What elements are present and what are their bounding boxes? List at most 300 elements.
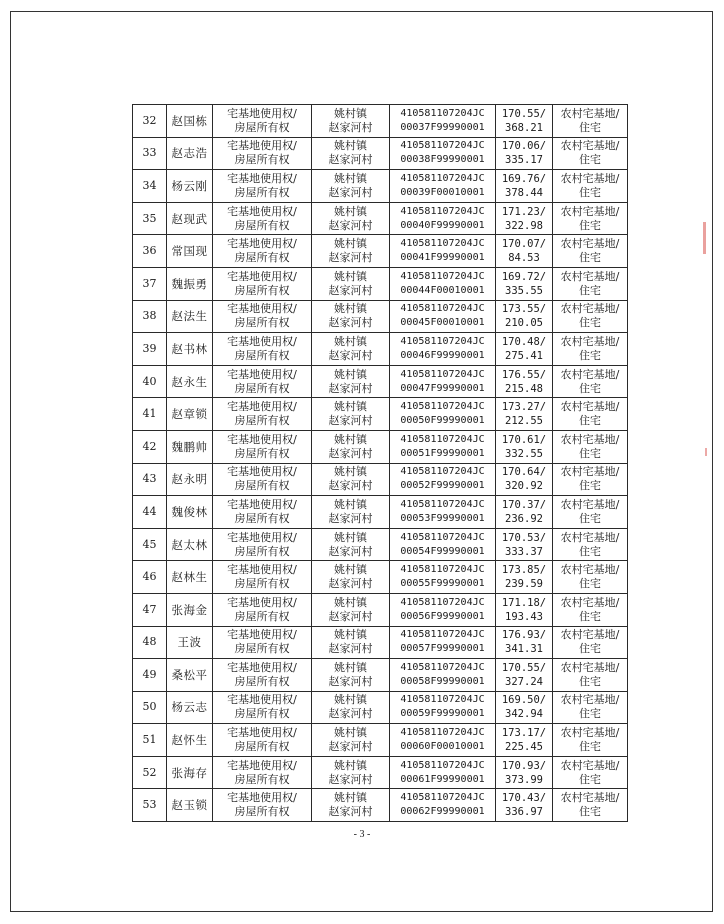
- row-number-cell: 36: [133, 235, 167, 268]
- location-cell: [312, 789, 390, 822]
- row-number-cell: 32: [133, 105, 167, 138]
- area-cell-line-1: 170.55/: [501, 661, 547, 674]
- location-cell: [312, 496, 390, 529]
- right-type-cell: [213, 724, 312, 757]
- right-type-cell: [213, 170, 312, 203]
- area-cell: [496, 691, 553, 724]
- row-number-cell: 34: [133, 170, 167, 203]
- row-number-cell: 51: [133, 724, 167, 757]
- land-use-cell-line-2: 住宅: [579, 185, 601, 199]
- land-use-cell-line-2: 住宅: [579, 772, 601, 786]
- right-type-cell: [213, 756, 312, 789]
- location-cell-line-2: 赵家河村: [328, 446, 373, 460]
- land-use-cell-line-1: 农村宅基地/: [560, 595, 620, 609]
- unit-code-cell-line-1: 410581107204JC: [400, 140, 485, 152]
- right-type-cell: [213, 659, 312, 692]
- area-cell-line-2: 335.17: [505, 154, 543, 167]
- area-cell-line-1: 171.18/: [501, 596, 547, 609]
- right-type-cell-line-1: 宅基地使用权/: [227, 563, 297, 577]
- right-type-cell-line-1: 宅基地使用权/: [227, 400, 297, 414]
- land-use-cell-line-1: 农村宅基地/: [560, 204, 620, 218]
- unit-code-cell-line-1: 410581107204JC: [400, 433, 485, 445]
- unit-code-cell-line-1: 410581107204JC: [400, 401, 485, 413]
- land-use-cell-line-2: 住宅: [579, 609, 601, 623]
- land-use-cell: [553, 430, 628, 463]
- location-cell-line-1: 姚村镇: [334, 400, 367, 414]
- right-type-cell-line-1: 宅基地使用权/: [227, 530, 297, 544]
- area-cell-line-1: 170.61/: [501, 433, 547, 446]
- owner-name-cell: 赵现武: [167, 202, 213, 235]
- unit-code-cell-line-2: 00053F99990001: [400, 512, 485, 524]
- land-use-cell-line-1: 农村宅基地/: [560, 139, 620, 153]
- right-type-cell: [213, 626, 312, 659]
- area-cell-line-2: 332.55: [505, 447, 543, 460]
- unit-code-cell: [390, 789, 496, 822]
- area-cell-line-2: 275.41: [505, 349, 543, 362]
- area-cell: [496, 365, 553, 398]
- location-cell-line-2: 赵家河村: [328, 577, 373, 591]
- table-row: [133, 756, 628, 789]
- land-use-cell-line-1: 农村宅基地/: [560, 628, 620, 642]
- right-type-cell-line-1: 宅基地使用权/: [227, 791, 297, 805]
- area-cell-line-2: 341.31: [505, 643, 543, 656]
- land-use-cell-line-2: 住宅: [579, 446, 601, 460]
- right-type-cell: [213, 528, 312, 561]
- right-type-cell-line-2: 房屋所有权: [234, 707, 290, 721]
- location-cell-line-2: 赵家河村: [328, 674, 373, 688]
- unit-code-cell-line-2: 00054F99990001: [400, 545, 485, 557]
- right-type-cell-line-1: 宅基地使用权/: [227, 269, 297, 283]
- row-number-cell: 49: [133, 659, 167, 692]
- land-use-cell: [553, 463, 628, 496]
- land-use-cell: [553, 496, 628, 529]
- right-type-cell-line-1: 宅基地使用权/: [227, 660, 297, 674]
- owner-name-cell: 赵章锁: [167, 398, 213, 431]
- location-cell: [312, 300, 390, 333]
- right-type-cell: [213, 691, 312, 724]
- right-type-cell-line-2: 房屋所有权: [234, 348, 290, 362]
- table-row: [133, 365, 628, 398]
- unit-code-cell-line-2: 00040F99990001: [400, 219, 485, 231]
- table-row: [133, 789, 628, 822]
- table-row: [133, 105, 628, 138]
- location-cell-line-1: 姚村镇: [334, 693, 367, 707]
- owner-name-cell: 杨云刚: [167, 170, 213, 203]
- location-cell-line-2: 赵家河村: [328, 381, 373, 395]
- table-row: [133, 398, 628, 431]
- row-number-cell: 47: [133, 593, 167, 626]
- unit-code-cell-line-1: 410581107204JC: [400, 531, 485, 543]
- unit-code-cell: [390, 528, 496, 561]
- area-cell-line-2: 333.37: [505, 545, 543, 558]
- right-type-cell: [213, 300, 312, 333]
- area-cell: [496, 724, 553, 757]
- area-cell: [496, 235, 553, 268]
- area-cell-line-1: 170.43/: [501, 792, 547, 805]
- area-cell-line-2: 215.48: [505, 382, 543, 395]
- owner-name-cell: 赵书林: [167, 333, 213, 366]
- area-cell-line-2: 327.24: [505, 675, 543, 688]
- location-cell-line-1: 姚村镇: [334, 758, 367, 772]
- unit-code-cell-line-1: 410581107204JC: [400, 694, 485, 706]
- owner-name-cell: 常国现: [167, 235, 213, 268]
- area-cell-line-2: 236.92: [505, 512, 543, 525]
- area-cell: [496, 593, 553, 626]
- unit-code-cell-line-1: 410581107204JC: [400, 368, 485, 380]
- right-type-cell-line-1: 宅基地使用权/: [227, 726, 297, 740]
- unit-code-cell: [390, 105, 496, 138]
- location-cell-line-1: 姚村镇: [334, 204, 367, 218]
- area-cell-line-1: 176.55/: [501, 368, 547, 381]
- right-type-cell-line-2: 房屋所有权: [234, 805, 290, 819]
- land-use-cell-line-2: 住宅: [579, 153, 601, 167]
- location-cell-line-2: 赵家河村: [328, 805, 373, 819]
- right-type-cell-line-2: 房屋所有权: [234, 381, 290, 395]
- land-use-cell-line-2: 住宅: [579, 707, 601, 721]
- unit-code-cell: [390, 170, 496, 203]
- unit-code-cell-line-2: 00047F99990001: [400, 382, 485, 394]
- unit-code-cell-line-2: 00046F99990001: [400, 349, 485, 361]
- area-cell: [496, 789, 553, 822]
- land-use-cell-line-2: 住宅: [579, 642, 601, 656]
- right-type-cell: [213, 789, 312, 822]
- right-type-cell-line-2: 房屋所有权: [234, 316, 290, 330]
- location-cell-line-1: 姚村镇: [334, 791, 367, 805]
- land-use-cell-line-1: 农村宅基地/: [560, 563, 620, 577]
- row-number-cell: 39: [133, 333, 167, 366]
- area-cell-line-1: 169.50/: [501, 694, 547, 707]
- right-type-cell-line-1: 宅基地使用权/: [227, 302, 297, 316]
- table-body: [133, 105, 628, 822]
- row-number-cell: 43: [133, 463, 167, 496]
- row-number-cell: 53: [133, 789, 167, 822]
- table-row: [133, 235, 628, 268]
- location-cell-line-1: 姚村镇: [334, 269, 367, 283]
- location-cell-line-1: 姚村镇: [334, 106, 367, 120]
- area-cell-line-1: 170.64/: [501, 466, 547, 479]
- unit-code-cell-line-1: 410581107204JC: [400, 727, 485, 739]
- right-type-cell-line-2: 房屋所有权: [234, 642, 290, 656]
- unit-code-cell: [390, 463, 496, 496]
- right-type-cell: [213, 365, 312, 398]
- land-use-cell: [553, 398, 628, 431]
- right-type-cell-line-1: 宅基地使用权/: [227, 237, 297, 251]
- area-cell-line-1: 170.53/: [501, 531, 547, 544]
- land-use-cell: [553, 659, 628, 692]
- unit-code-cell-line-1: 410581107204JC: [400, 238, 485, 250]
- owner-name-cell: 魏俊林: [167, 496, 213, 529]
- unit-code-cell-line-1: 410581107204JC: [400, 205, 485, 217]
- unit-code-cell-line-2: 00045F00010001: [400, 317, 485, 329]
- location-cell: [312, 267, 390, 300]
- land-use-cell-line-1: 农村宅基地/: [560, 497, 620, 511]
- owner-name-cell: 赵玉锁: [167, 789, 213, 822]
- area-cell: [496, 430, 553, 463]
- right-type-cell-line-2: 房屋所有权: [234, 740, 290, 754]
- right-type-cell-line-2: 房屋所有权: [234, 446, 290, 460]
- area-cell: [496, 528, 553, 561]
- owner-name-cell: 魏鹏帅: [167, 430, 213, 463]
- right-type-cell-line-1: 宅基地使用权/: [227, 171, 297, 185]
- area-cell-line-2: 193.43: [505, 610, 543, 623]
- unit-code-cell-line-2: 00037F99990001: [400, 121, 485, 133]
- table-row: [133, 691, 628, 724]
- land-use-cell-line-2: 住宅: [579, 511, 601, 525]
- owner-name-cell: 桑松平: [167, 659, 213, 692]
- location-cell-line-2: 赵家河村: [328, 251, 373, 265]
- area-cell-line-2: 373.99: [505, 773, 543, 786]
- unit-code-cell-line-2: 00061F99990001: [400, 773, 485, 785]
- location-cell-line-2: 赵家河村: [328, 642, 373, 656]
- location-cell: [312, 756, 390, 789]
- unit-code-cell: [390, 593, 496, 626]
- table-row: [133, 496, 628, 529]
- land-use-cell-line-1: 农村宅基地/: [560, 237, 620, 251]
- row-number-cell: 42: [133, 430, 167, 463]
- table-row: [133, 300, 628, 333]
- right-type-cell-line-1: 宅基地使用权/: [227, 139, 297, 153]
- area-cell-line-1: 169.76/: [501, 172, 547, 185]
- area-cell: [496, 333, 553, 366]
- row-number-cell: 46: [133, 561, 167, 594]
- row-number-cell: 33: [133, 137, 167, 170]
- unit-code-cell-line-1: 410581107204JC: [400, 335, 485, 347]
- location-cell-line-1: 姚村镇: [334, 563, 367, 577]
- land-use-cell-line-2: 住宅: [579, 348, 601, 362]
- location-cell-line-2: 赵家河村: [328, 772, 373, 786]
- unit-code-cell-line-2: 00041F99990001: [400, 252, 485, 264]
- land-use-cell-line-2: 住宅: [579, 577, 601, 591]
- land-use-cell-line-1: 农村宅基地/: [560, 171, 620, 185]
- table-row: [133, 626, 628, 659]
- area-cell: [496, 398, 553, 431]
- table-row: [133, 170, 628, 203]
- area-cell-line-2: 210.05: [505, 317, 543, 330]
- owner-name-cell: 张海金: [167, 593, 213, 626]
- location-cell-line-2: 赵家河村: [328, 185, 373, 199]
- land-use-cell-line-1: 农村宅基地/: [560, 269, 620, 283]
- land-use-cell: [553, 789, 628, 822]
- right-type-cell-line-2: 房屋所有权: [234, 772, 290, 786]
- right-type-cell-line-1: 宅基地使用权/: [227, 367, 297, 381]
- area-cell-line-1: 173.17/: [501, 727, 547, 740]
- area-cell-line-2: 322.98: [505, 219, 543, 232]
- land-use-cell: [553, 105, 628, 138]
- right-type-cell: [213, 398, 312, 431]
- area-cell: [496, 170, 553, 203]
- location-cell: [312, 365, 390, 398]
- area-cell-line-1: 170.48/: [501, 335, 547, 348]
- land-use-cell: [553, 561, 628, 594]
- location-cell-line-2: 赵家河村: [328, 414, 373, 428]
- location-cell-line-1: 姚村镇: [334, 497, 367, 511]
- row-number-cell: 48: [133, 626, 167, 659]
- area-cell-line-2: 239.59: [505, 578, 543, 591]
- land-use-cell: [553, 300, 628, 333]
- unit-code-cell-line-1: 410581107204JC: [400, 629, 485, 641]
- location-cell: [312, 430, 390, 463]
- right-type-cell-line-2: 房屋所有权: [234, 283, 290, 297]
- unit-code-cell: [390, 235, 496, 268]
- right-type-cell-line-2: 房屋所有权: [234, 414, 290, 428]
- unit-code-cell-line-2: 00058F99990001: [400, 675, 485, 687]
- location-cell-line-1: 姚村镇: [334, 139, 367, 153]
- land-use-cell-line-2: 住宅: [579, 316, 601, 330]
- right-type-cell: [213, 267, 312, 300]
- right-type-cell: [213, 430, 312, 463]
- area-cell-line-1: 171.23/: [501, 205, 547, 218]
- area-cell: [496, 202, 553, 235]
- owner-name-cell: 杨云志: [167, 691, 213, 724]
- unit-code-cell-line-2: 00052F99990001: [400, 480, 485, 492]
- location-cell: [312, 137, 390, 170]
- land-use-cell: [553, 593, 628, 626]
- land-use-cell-line-1: 农村宅基地/: [560, 530, 620, 544]
- land-use-cell-line-2: 住宅: [579, 740, 601, 754]
- land-use-cell-line-2: 住宅: [579, 283, 601, 297]
- unit-code-cell: [390, 659, 496, 692]
- land-use-cell-line-1: 农村宅基地/: [560, 367, 620, 381]
- unit-code-cell: [390, 756, 496, 789]
- owner-name-cell: 赵志浩: [167, 137, 213, 170]
- right-type-cell-line-1: 宅基地使用权/: [227, 204, 297, 218]
- area-cell-line-1: 170.93/: [501, 759, 547, 772]
- land-use-cell: [553, 202, 628, 235]
- owner-name-cell: 赵太林: [167, 528, 213, 561]
- right-type-cell: [213, 333, 312, 366]
- location-cell: [312, 528, 390, 561]
- location-cell-line-1: 姚村镇: [334, 530, 367, 544]
- row-number-cell: 50: [133, 691, 167, 724]
- table-row: [133, 333, 628, 366]
- right-type-cell-line-1: 宅基地使用权/: [227, 106, 297, 120]
- right-type-cell-line-2: 房屋所有权: [234, 544, 290, 558]
- location-cell-line-2: 赵家河村: [328, 120, 373, 134]
- location-cell: [312, 235, 390, 268]
- location-cell-line-1: 姚村镇: [334, 302, 367, 316]
- location-cell: [312, 202, 390, 235]
- row-number-cell: 37: [133, 267, 167, 300]
- location-cell-line-2: 赵家河村: [328, 348, 373, 362]
- land-use-cell: [553, 528, 628, 561]
- location-cell-line-2: 赵家河村: [328, 153, 373, 167]
- table-row: [133, 267, 628, 300]
- owner-name-cell: 王波: [167, 626, 213, 659]
- land-use-cell-line-2: 住宅: [579, 674, 601, 688]
- page-number: - 3 -: [353, 829, 371, 840]
- right-type-cell-line-1: 宅基地使用权/: [227, 628, 297, 642]
- unit-code-cell-line-1: 410581107204JC: [400, 498, 485, 510]
- unit-code-cell-line-1: 410581107204JC: [400, 172, 485, 184]
- location-cell-line-2: 赵家河村: [328, 283, 373, 297]
- table-row: [133, 593, 628, 626]
- area-cell-line-1: 170.37/: [501, 498, 547, 511]
- area-cell-line-2: 335.55: [505, 284, 543, 297]
- area-cell-line-2: 342.94: [505, 708, 543, 721]
- row-number-cell: 44: [133, 496, 167, 529]
- land-use-cell: [553, 756, 628, 789]
- location-cell-line-1: 姚村镇: [334, 726, 367, 740]
- registry-table-wrap: [132, 104, 627, 822]
- right-type-cell: [213, 202, 312, 235]
- owner-name-cell: 赵永生: [167, 365, 213, 398]
- area-cell-line-1: 173.55/: [501, 303, 547, 316]
- area-cell-line-2: 378.44: [505, 186, 543, 199]
- unit-code-cell: [390, 333, 496, 366]
- owner-name-cell: 赵永明: [167, 463, 213, 496]
- location-cell: [312, 659, 390, 692]
- right-type-cell: [213, 105, 312, 138]
- unit-code-cell-line-1: 410581107204JC: [400, 564, 485, 576]
- unit-code-cell-line-2: 00039F00010001: [400, 186, 485, 198]
- area-cell: [496, 267, 553, 300]
- area-cell: [496, 137, 553, 170]
- area-cell-line-2: 212.55: [505, 415, 543, 428]
- area-cell: [496, 561, 553, 594]
- location-cell-line-2: 赵家河村: [328, 511, 373, 525]
- location-cell-line-2: 赵家河村: [328, 609, 373, 623]
- unit-code-cell: [390, 496, 496, 529]
- area-cell-line-1: 170.07/: [501, 238, 547, 251]
- location-cell-line-1: 姚村镇: [334, 432, 367, 446]
- location-cell-line-2: 赵家河村: [328, 544, 373, 558]
- location-cell: [312, 463, 390, 496]
- owner-name-cell: 赵国栋: [167, 105, 213, 138]
- table-row: [133, 724, 628, 757]
- location-cell-line-2: 赵家河村: [328, 707, 373, 721]
- table-row: [133, 659, 628, 692]
- area-cell-line-2: 225.45: [505, 741, 543, 754]
- table-row: [133, 561, 628, 594]
- row-number-cell: 40: [133, 365, 167, 398]
- unit-code-cell-line-1: 410581107204JC: [400, 466, 485, 478]
- area-cell-line-2: 84.53: [508, 252, 540, 265]
- area-cell: [496, 659, 553, 692]
- row-number-cell: 52: [133, 756, 167, 789]
- location-cell-line-1: 姚村镇: [334, 595, 367, 609]
- area-cell-line-2: 336.97: [505, 806, 543, 819]
- right-type-cell-line-1: 宅基地使用权/: [227, 432, 297, 446]
- location-cell: [312, 724, 390, 757]
- unit-code-cell-line-1: 410581107204JC: [400, 792, 485, 804]
- row-number-cell: 41: [133, 398, 167, 431]
- location-cell: [312, 398, 390, 431]
- location-cell: [312, 691, 390, 724]
- location-cell-line-1: 姚村镇: [334, 660, 367, 674]
- land-use-cell-line-2: 住宅: [579, 218, 601, 232]
- unit-code-cell-line-1: 410581107204JC: [400, 270, 485, 282]
- land-use-cell-line-1: 农村宅基地/: [560, 660, 620, 674]
- right-type-cell-line-2: 房屋所有权: [234, 251, 290, 265]
- area-cell: [496, 756, 553, 789]
- unit-code-cell: [390, 300, 496, 333]
- right-type-cell-line-1: 宅基地使用权/: [227, 693, 297, 707]
- owner-name-cell: 赵林生: [167, 561, 213, 594]
- right-type-cell-line-2: 房屋所有权: [234, 577, 290, 591]
- right-type-cell-line-1: 宅基地使用权/: [227, 465, 297, 479]
- right-type-cell: [213, 137, 312, 170]
- land-use-cell-line-1: 农村宅基地/: [560, 726, 620, 740]
- land-use-cell-line-1: 农村宅基地/: [560, 302, 620, 316]
- table-row: [133, 202, 628, 235]
- location-cell-line-2: 赵家河村: [328, 218, 373, 232]
- right-type-cell-line-2: 房屋所有权: [234, 479, 290, 493]
- right-type-cell-line-2: 房屋所有权: [234, 674, 290, 688]
- right-type-cell: [213, 463, 312, 496]
- location-cell-line-2: 赵家河村: [328, 316, 373, 330]
- table-row: [133, 463, 628, 496]
- location-cell: [312, 333, 390, 366]
